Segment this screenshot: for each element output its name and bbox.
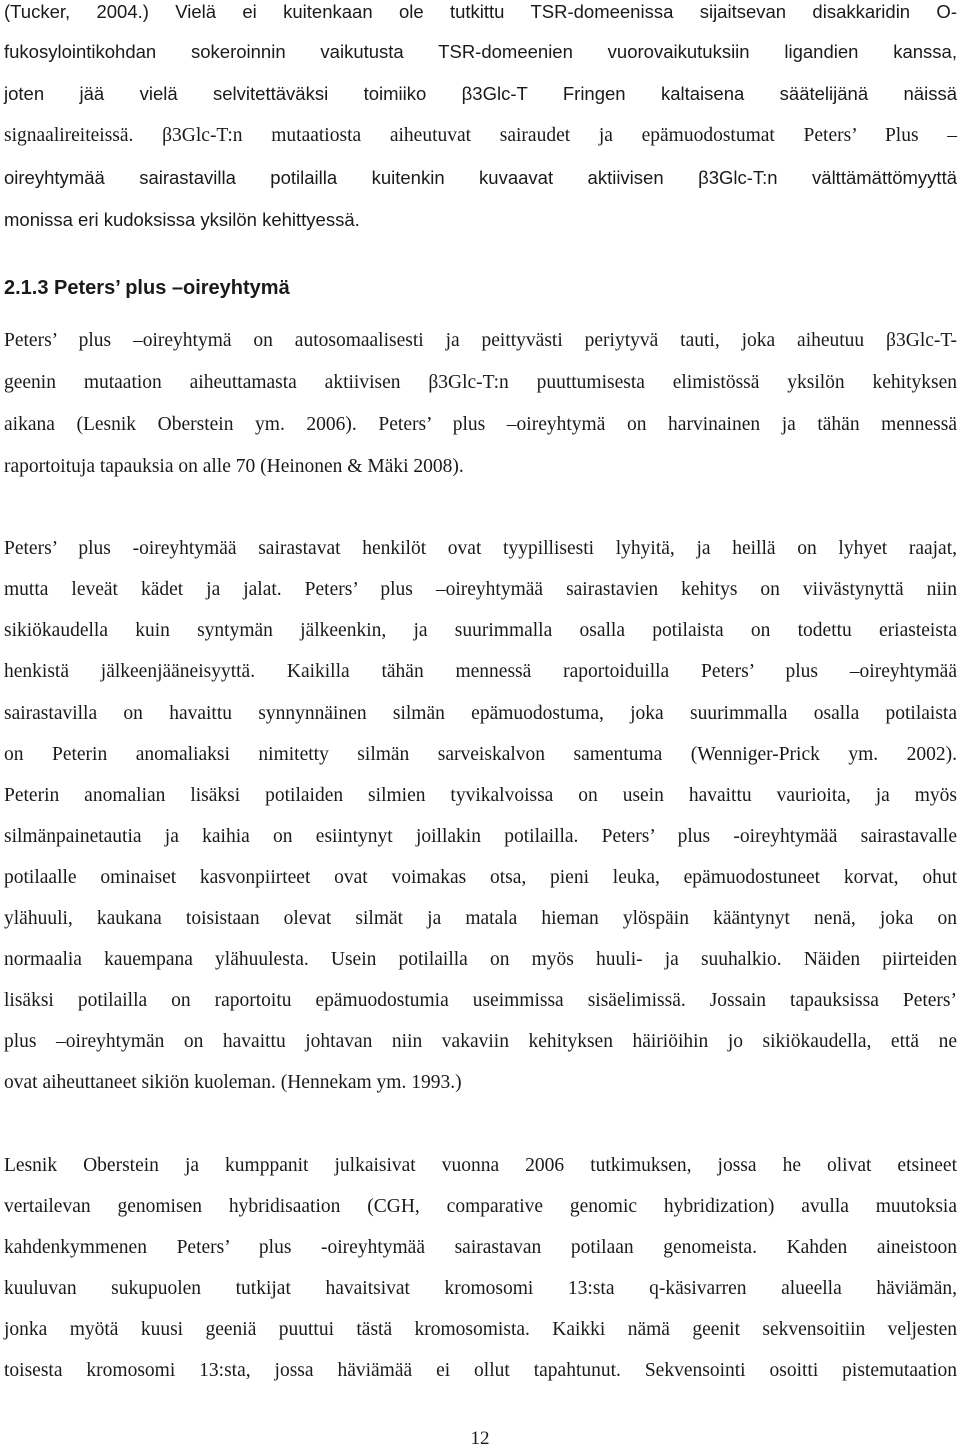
- text-line: ovat aiheuttaneet sikiön kuoleman. (Hennekam ym. 1993.): [4, 1072, 462, 1093]
- text-line: toisesta kromosomi 13:sta, jossa häviämää ei ollut tapahtunut. Sekvensointi osoitti pistemutaation: [4, 1360, 957, 1381]
- text-line: Peters’ plus -oireyhtymää sairastavat henkilöt ovat tyypillisesti lyhyitä, ja heillä on lyhyet raajat,: [4, 538, 957, 559]
- text-line: henkistä jälkeenjääneisyyttä. Kaikilla tähän mennessä raportoiduilla Peters’ plus –oireyhtymää: [4, 661, 957, 682]
- text-line: oireyhtymää sairastavilla potilailla kuitenkin kuvaavat aktiivisen β3Glc-T:n välttämättömyyttä: [4, 167, 957, 188]
- text-line: joten jää vielä selvitettäväksi toimiiko β3Glc-T Fringen kaltaisena säätelijänä näissä: [4, 83, 957, 104]
- text-line: Peters’ plus –oireyhtymä on autosomaalisesti ja peittyvästi periytyvä tauti, joka aiheutuu β3Glc-T-: [4, 330, 957, 351]
- text-line: on Peterin anomaliaksi nimitetty silmän sarveiskalvon samentuma (Wenniger-Prick ym. 2002).: [4, 744, 957, 765]
- text-line: sairastavilla on havaittu synnynnäinen silmän epämuodostuma, joka suurimmalla osalla potilaista: [4, 703, 957, 724]
- page-number: 12: [470, 1428, 490, 1449]
- text-line: aikana (Lesnik Oberstein ym. 2006). Peters’ plus –oireyhtymä on harvinainen ja tähän mennessä: [4, 414, 957, 435]
- text-line: potilaalle ominaiset kasvonpiirteet ovat voimakas otsa, pieni leuka, epämuodostuneet korvat, ohut: [4, 867, 957, 888]
- text-line: signaalireiteissä. β3Glc-T:n mutaatiosta aiheutuvat sairaudet ja epämuodostumat Peters’ Plus –: [4, 125, 957, 146]
- text-line: mutta leveät kädet ja jalat. Peters’ plus –oireyhtymää sairastavien kehitys on viivästynyttä niin: [4, 579, 957, 600]
- text-line: Lesnik Oberstein ja kumppanit julkaisivat vuonna 2006 tutkimuksen, jossa he olivat etsineet: [4, 1155, 957, 1176]
- text-line: plus –oireyhtymän on havaittu johtavan niin vakaviin kehityksen häiriöihin jo sikiökaudella, että ne: [4, 1031, 957, 1052]
- text-line: fukosylointikohdan sokeroinnin vaikutusta TSR-domeenien vuorovaikutuksiin ligandien kanssa,: [4, 41, 957, 62]
- text-line: normaalia kauempana ylähuulesta. Usein potilailla on myös huuli- ja suuhalkio. Näiden piirteiden: [4, 949, 957, 970]
- text-line: geenin mutaation aiheuttamasta aktiivisen β3Glc-T:n puuttumisesta elimistössä yksilön kehityksen: [4, 372, 957, 393]
- text-line: monissa eri kudoksissa yksilön kehittyessä.: [4, 209, 360, 230]
- text-line: ylähuuli, kaukana toisistaan olevat silmät ja matala hieman ylöspäin kääntynyt nenä, joka on: [4, 908, 957, 929]
- text-line: (Tucker, 2004.) Vielä ei kuitenkaan ole tutkittu TSR-domeenissa sijaitsevan disakkaridin O-: [4, 1, 957, 22]
- text-line: lisäksi potilailla on raportoitu epämuodostumia useimmissa sisäelimissä. Jossain tapauksissa Peters’: [4, 990, 957, 1011]
- text-line: vertailevan genomisen hybridisaation (CGH, comparative genomic hybridization) avulla muutoksia: [4, 1196, 957, 1217]
- text-line: kuuluvan sukupuolen tutkijat havaitsivat kromosomi 13:sta q-käsivarren alueella häviämän,: [4, 1278, 957, 1299]
- section-heading: 2.1.3 Peters’ plus –oireyhtymä: [4, 277, 290, 299]
- text-line: jonka myötä kuusi geeniä puuttui tästä kromosomista. Kaikki nämä geenit sekvensoitiin veljesten: [4, 1319, 957, 1340]
- text-line: sikiökaudella kuin syntymän jälkeenkin, ja suurimmalla osalla potilaista on todettu eriasteista: [4, 620, 957, 641]
- text-line: Peterin anomalian lisäksi potilaiden silmien tyvikalvoissa on usein havaittu vaurioita, ja myös: [4, 785, 957, 806]
- text-line: silmänpainetautia ja kaihia on esiintynyt joillakin potilailla. Peters’ plus -oireyhtymää sairastavalle: [4, 826, 957, 847]
- text-line: kahdenkymmenen Peters’ plus -oireyhtymää sairastavan potilaan genomeista. Kahden aineistoon: [4, 1237, 957, 1258]
- text-line: raportoituja tapauksia on alle 70 (Heinonen & Mäki 2008).: [4, 456, 464, 477]
